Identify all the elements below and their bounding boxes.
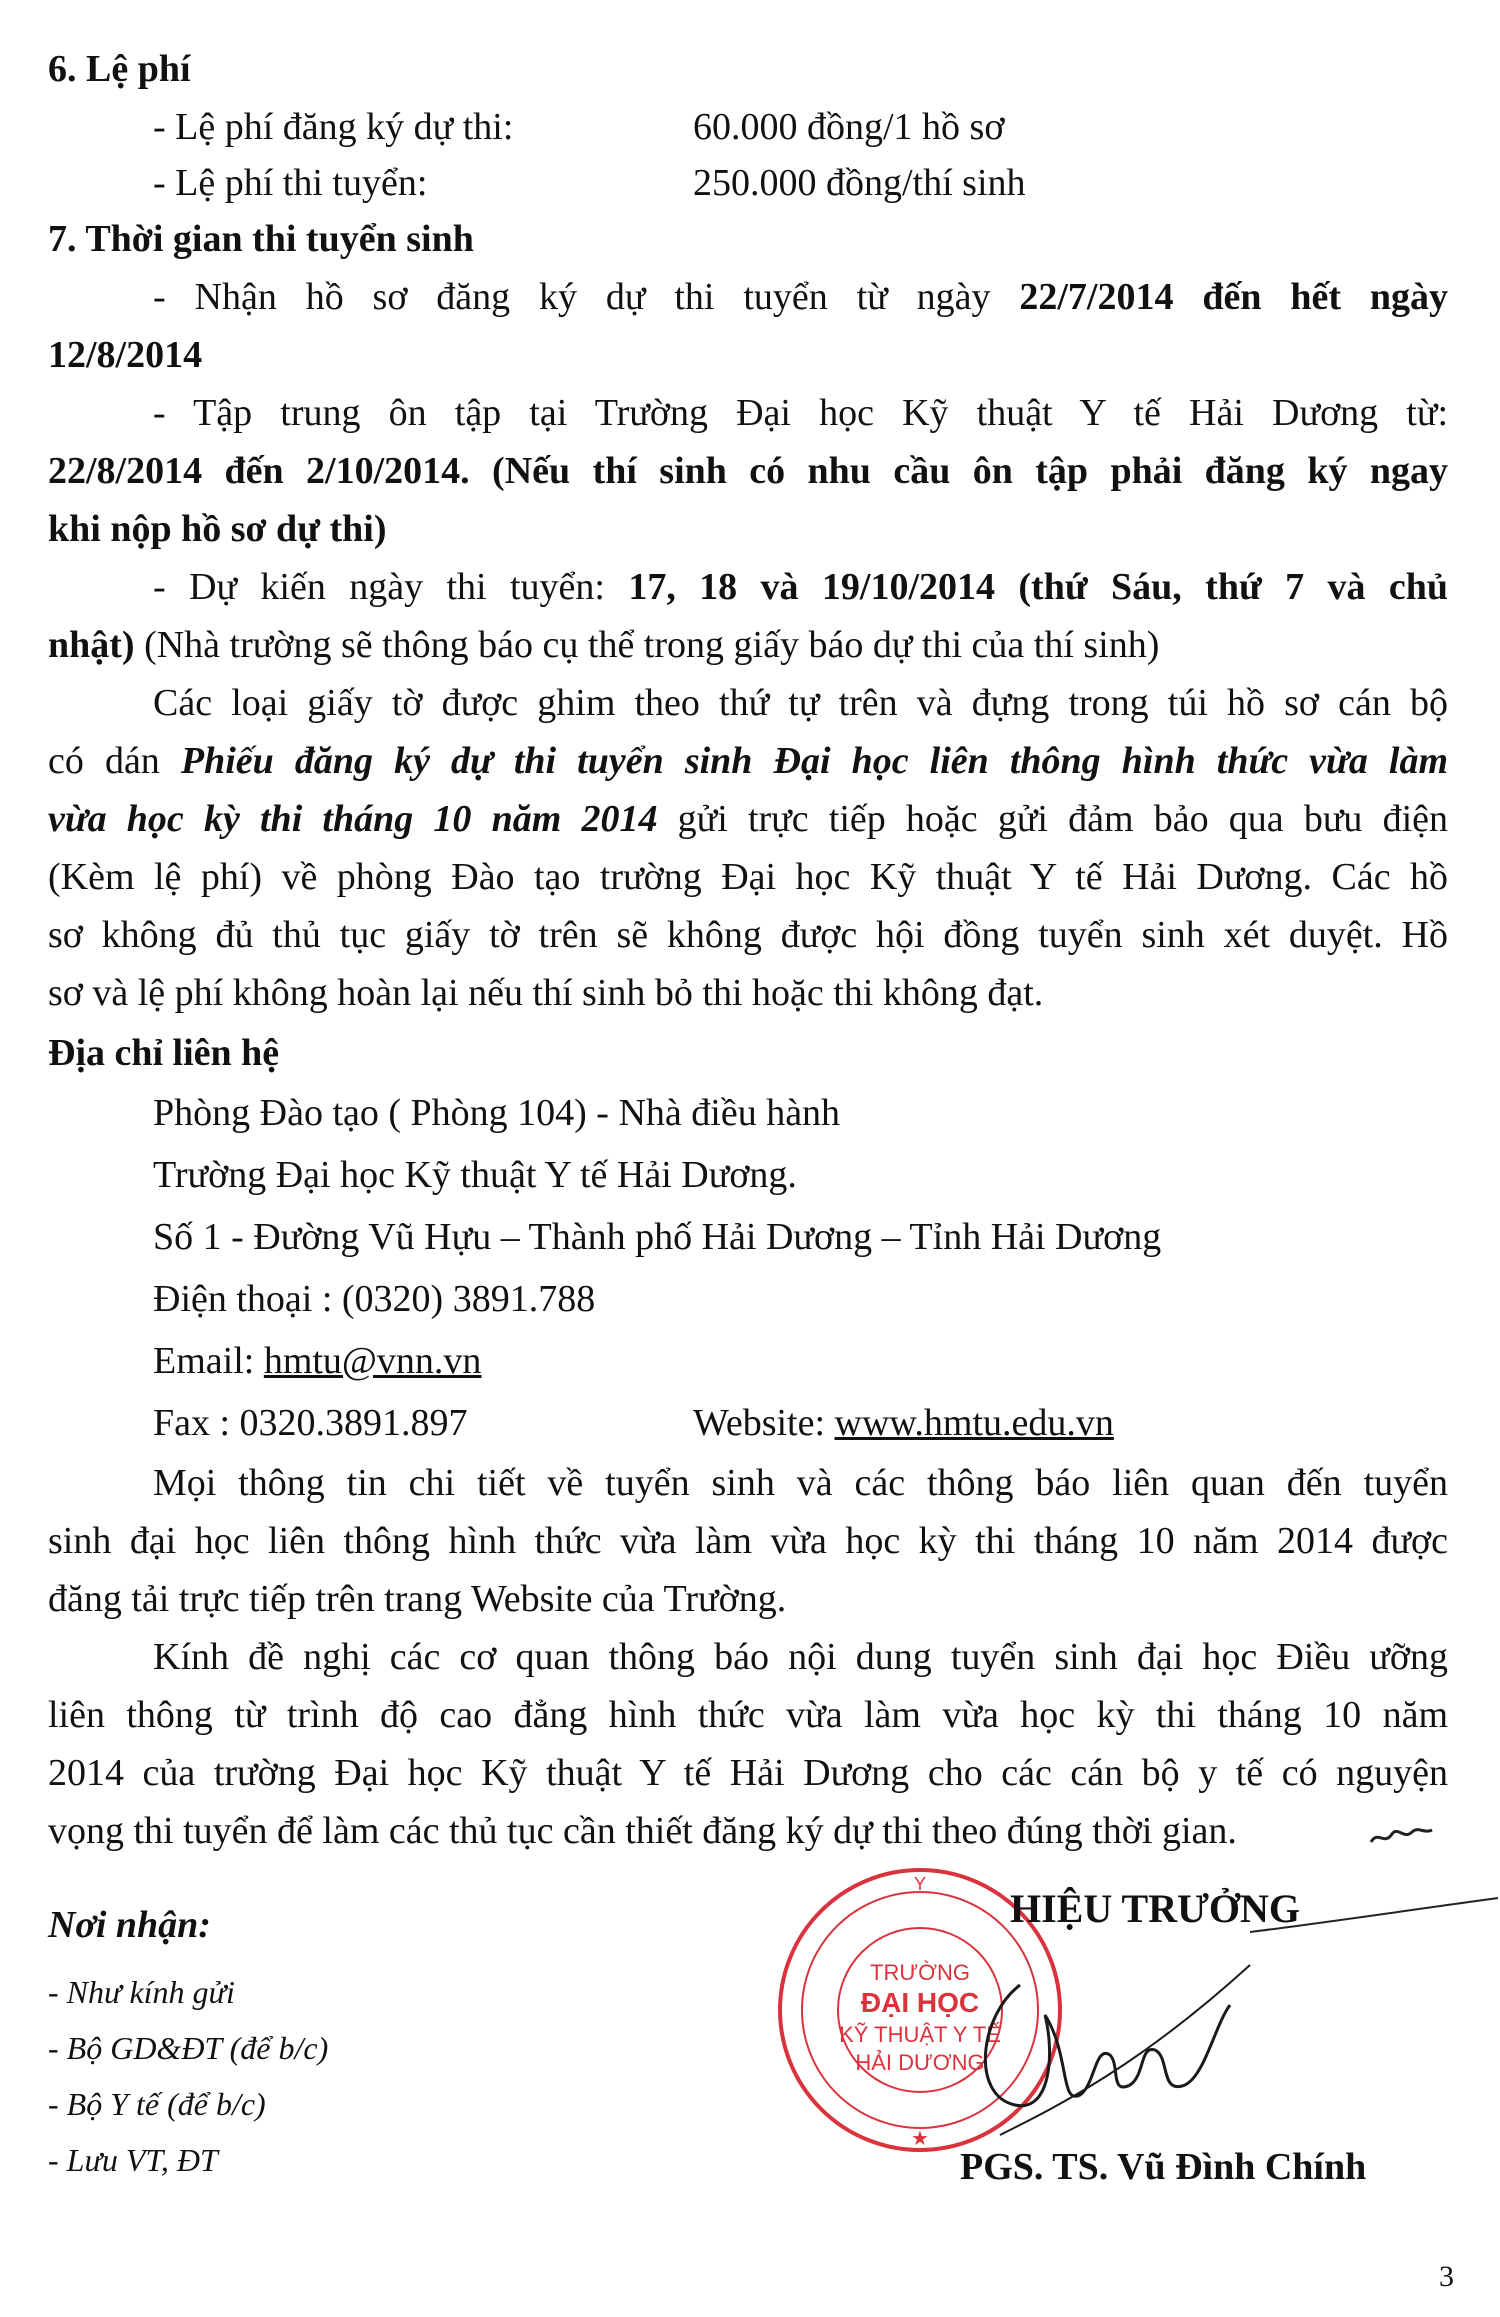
signer-name: PGS. TS. Vũ Đình Chính [960, 2146, 1367, 2188]
website [693, 1392, 1114, 1454]
seal-text: HẢI DƯƠNG [855, 2050, 985, 2075]
schedule-p1-line2: 12/8/2014 [48, 334, 203, 376]
documents-line1: Các loại giấy tờ được ghim theo thứ tự trên và đựng trong túi hồ sơ cán bộ [153, 682, 1448, 724]
documents-line6: sơ và lệ phí không hoàn lại nếu thí sinh bỏ thi hoặc thi không đạt. [48, 972, 1044, 1014]
website-link[interactable]: www.hmtu.edu.vn [834, 1402, 1114, 1444]
schedule-date: nhật) [48, 624, 135, 666]
request-line2: liên thông từ trình độ cao đẳng hình thức vừa làm vừa học kỳ thi tháng 10 năm [48, 1694, 1448, 1736]
fax-number: Fax : 0320.3891.897 [153, 1402, 468, 1444]
documents-line2 [48, 732, 1448, 790]
schedule-date: 17, 18 và 19/10/2014 (thứ Sáu, thứ 7 và chủ [628, 566, 1448, 608]
contact-office: Phòng Đào tạo ( Phòng 104) - Nhà điều hành [153, 1092, 841, 1134]
request-line3: 2014 của trường Đại học Kỹ thuật Y tế Hải Dương cho các cán bộ y tế có nguyện [48, 1752, 1448, 1794]
contact-block [48, 1082, 1448, 1454]
documents-line4: (Kèm lệ phí) về phòng Đào tạo trường Đại học Kỹ thuật Y tế Hải Dương. Các hồ [48, 856, 1448, 898]
fee-row-registration [48, 98, 1448, 154]
recipients-title: Nơi nhận: [48, 1904, 211, 1946]
page-number: 3 [1439, 2260, 1454, 2293]
signature-stroke [1250, 1892, 1500, 1952]
fee-label: - Lệ phí thi tuyển: [153, 162, 428, 204]
contact-fax-website [153, 1392, 1448, 1454]
schedule-text: - Nhận hồ sơ đăng ký dự thi tuyển từ ngày [153, 276, 1020, 318]
fee-row-exam [48, 154, 1448, 210]
schedule-p1-line1 [48, 268, 1448, 326]
schedule-text: - Dự kiến ngày thi tuyển: [153, 566, 629, 608]
recipients-block [48, 1896, 328, 2188]
svg-text:Y: Y [913, 1874, 927, 1894]
signature-title: HIỆU TRƯỞNG [1010, 1886, 1301, 1931]
schedule-p3-line2 [48, 616, 1448, 674]
documents-text: có dán [48, 740, 181, 782]
schedule-p2-line1: - Tập trung ôn tập tại Trường Đại học Kỹ thuật Y tế Hải Dương từ: [153, 392, 1448, 434]
fee-value: 250.000 đồng/thí sinh [693, 162, 1026, 204]
email-label: Email: [153, 1340, 264, 1382]
contact-heading: Địa chỉ liên hệ [48, 1032, 280, 1074]
info-line1: Mọi thông tin chi tiết về tuyển sinh và các thông báo liên quan đến tuyển [153, 1462, 1448, 1504]
fee-label: - Lệ phí đăng ký dự thi: [153, 106, 514, 148]
documents-line5: sơ không đủ thủ tục giấy tờ trên sẽ không được hội đồng tuyển sinh xét duyệt. Hồ [48, 914, 1448, 956]
request-text: vọng thi tuyển để làm các thủ tục cần thiết đăng ký dự thi theo đúng thời gian. [48, 1810, 1237, 1852]
phone-label: Điện thoại : [153, 1278, 342, 1320]
contact-address: Số 1 - Đường Vũ Hựu – Thành phố Hải Dương – Tỉnh Hải Dương [153, 1216, 1162, 1258]
schedule-heading: 7. Thời gian thi tuyển sinh [48, 218, 474, 260]
form-title: Phiếu đăng ký dự thi tuyển sinh Đại học liên thông hình thức vừa làm [180, 740, 1449, 782]
initial-mark-icon [1366, 1812, 1436, 1852]
schedule-p3-line1 [48, 558, 1448, 616]
schedule-text: (Nhà trường sẽ thông báo cụ thể trong giấy báo dự thi của thí sinh) [134, 624, 1160, 666]
request-line4 [48, 1802, 1448, 1860]
recipient-item: - Lưu VT, ĐT [48, 2142, 218, 2178]
schedule-p2-line3: khi nộp hồ sơ dự thi) [48, 508, 387, 550]
recipient-item: - Bộ GD&ĐT (để b/c) [48, 2030, 329, 2066]
contact-school: Trường Đại học Kỹ thuật Y tế Hải Dương. [153, 1154, 797, 1196]
recipient-item: - Như kính gửi [48, 1974, 235, 2010]
fee-value: 60.000 đồng/1 hồ sơ [693, 106, 1005, 148]
schedule-p2-line2: 22/8/2014 đến 2/10/2014. (Nếu thí sinh có nhu cầu ôn tập phải đăng ký ngay [48, 450, 1448, 492]
schedule-date: 22/7/2014 đến hết ngày [1019, 276, 1448, 318]
seal-text: TRƯỜNG [870, 1960, 970, 1985]
email-link[interactable]: hmtu@vnn.vn [263, 1340, 482, 1382]
document-body [48, 40, 1448, 1860]
recipient-item: - Bộ Y tế (để b/c) [48, 2086, 266, 2122]
svg-text:★: ★ [911, 2128, 929, 2150]
request-line1: Kính đề nghị các cơ quan thông báo nội dung tuyển sinh đại học Điều ưỡng [153, 1636, 1448, 1678]
contact-phone [153, 1268, 1448, 1330]
seal-text: ĐẠI HỌC [860, 1987, 980, 2018]
documents-line3 [48, 790, 1448, 848]
documents-text: gửi trực tiếp hoặc gửi đảm bảo qua bưu điện [657, 798, 1449, 840]
contact-email [153, 1330, 1448, 1392]
seal-text: KỸ THUẬT Y TẾ [839, 2022, 1001, 2047]
website-label: Website: [693, 1402, 835, 1444]
fees-heading: 6. Lệ phí [48, 48, 191, 90]
info-line3: đăng tải trực tiếp trên trang Website của Trường. [48, 1578, 787, 1620]
form-title: vừa học kỳ thi tháng 10 năm 2014 [48, 798, 658, 840]
info-line2: sinh đại học liên thông hình thức vừa làm vừa học kỳ thi tháng 10 năm 2014 được [48, 1520, 1448, 1562]
phone-number: (0320) 3891.788 [341, 1278, 596, 1320]
handwritten-signature [960, 1945, 1260, 2145]
